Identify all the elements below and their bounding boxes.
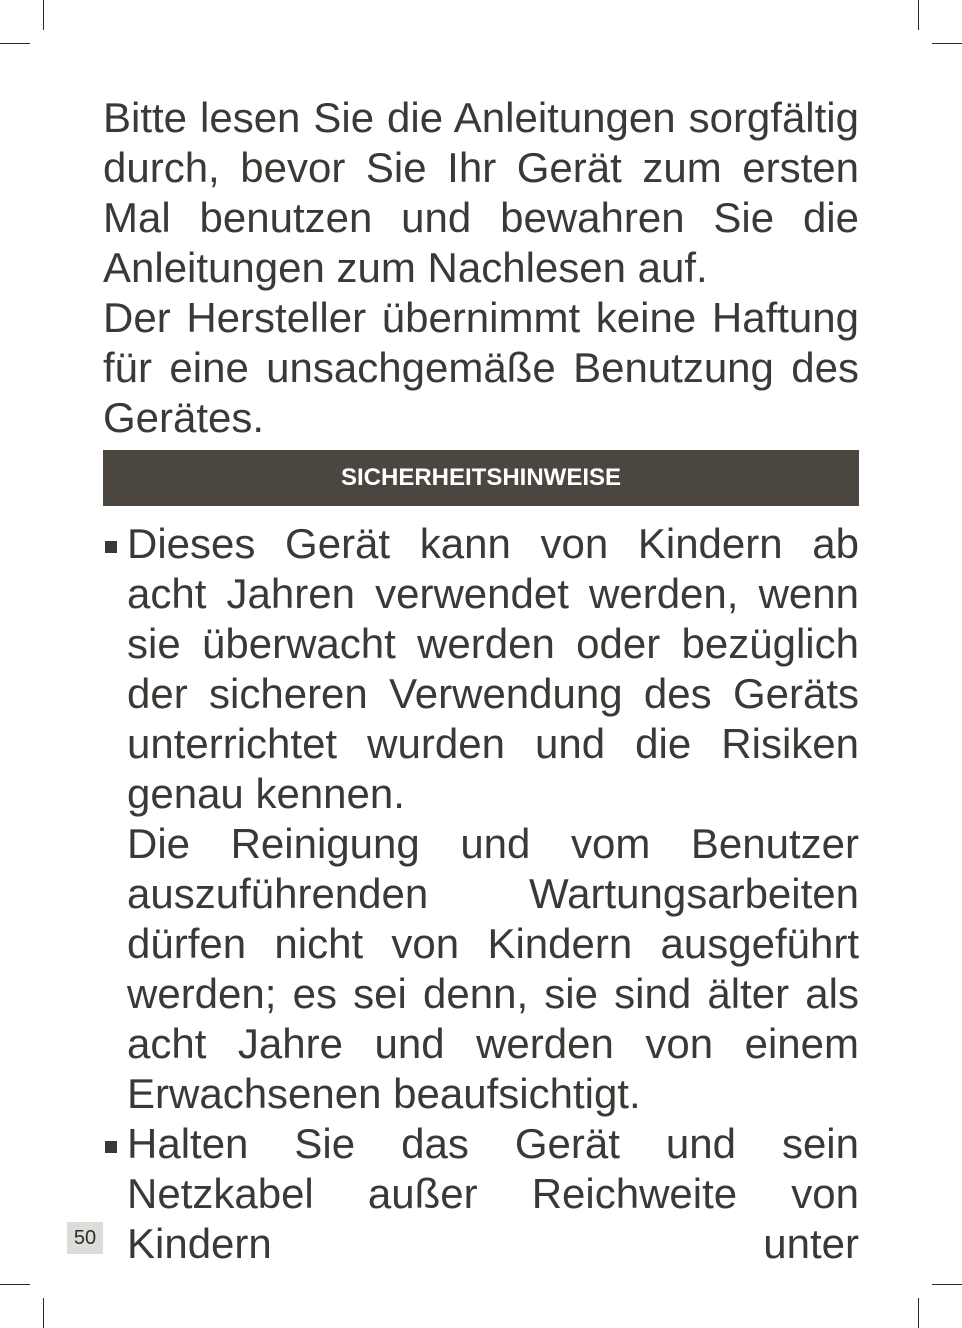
hint-paragraph: Halten Sie das Gerät und sein Netzkabel außer Reichweite von Kindern unter (127, 1120, 859, 1267)
crop-mark-bottom-left-v (43, 1298, 44, 1328)
section-title: SICHERHEITSHINWEISE (340, 464, 622, 491)
crop-mark-bottom-left-h (0, 1284, 30, 1285)
safety-hints-list (103, 519, 859, 1269)
square-bullet-icon (105, 1141, 117, 1153)
crop-mark-top-left-v (43, 0, 44, 30)
crop-mark-top-left-h (0, 43, 30, 44)
crop-mark-top-right-v (918, 0, 919, 30)
crop-mark-bottom-right-v (918, 1298, 919, 1328)
page-number (67, 1222, 103, 1254)
crop-mark-bottom-right-h (932, 1284, 962, 1285)
hint-paragraph: Dieses Gerät kann von Kindern ab acht Jahren verwendet werden, wenn sie überwacht werden oder bezüglich der sicheren Verwendung des Geräts unterrichtet wurden und die Risiken genau kennen. (127, 520, 859, 817)
list-item (103, 519, 859, 1119)
page-content (103, 93, 859, 1269)
intro-paragraph: Bitte lesen Sie die Anleitungen sorgfältig durch, bevor Sie Ihr Gerät zum ersten Mal benutzen und bewahren Sie die Anleitungen zum Nachlesen auf. (103, 94, 859, 291)
page-number-label: 50 (73, 1226, 97, 1249)
section-heading-bar (103, 450, 859, 506)
intro-paragraph: Der Hersteller übernimmt keine Haftung für eine unsachgemäße Benutzung des Gerätes. (103, 294, 859, 441)
hint-paragraph: Die Reinigung und vom Benutzer auszuführenden Wartungsarbeiten dürfen nicht von Kindern ausgeführt werden; es sei denn, sie sind älter als acht Jahre und werden von einem Erwachsenen beaufsichtigt. (127, 820, 859, 1117)
crop-mark-top-right-h (932, 43, 962, 44)
list-item (103, 1119, 859, 1269)
square-bullet-icon (105, 541, 117, 553)
intro-text (103, 93, 859, 443)
